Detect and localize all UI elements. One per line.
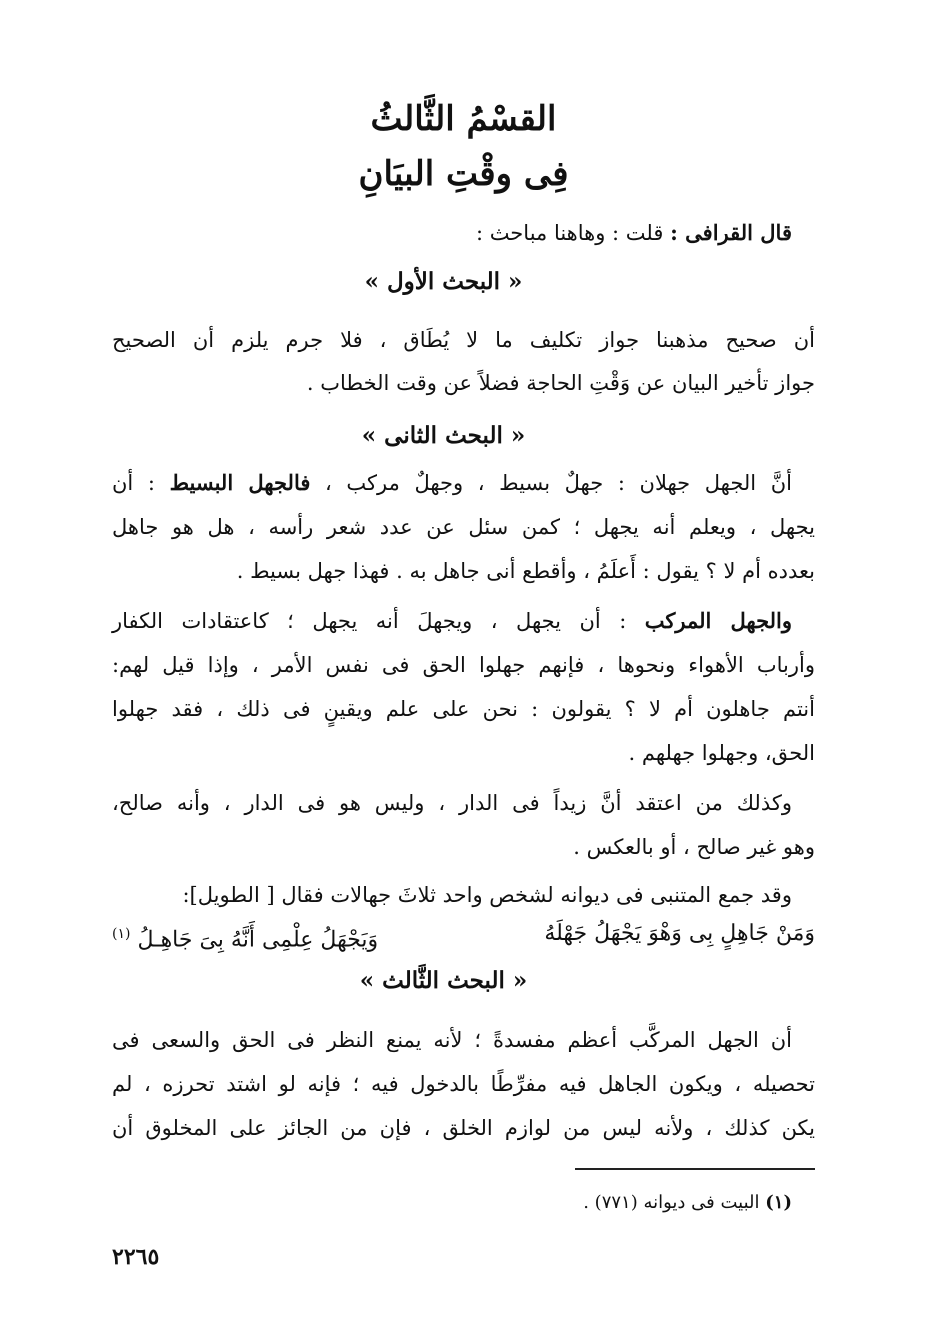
section1-line-1: أن صحيح مذهبنا جواز تكليف ما لا يُطَاق ، فلا جرم يلزم أن الصحيح — [112, 328, 815, 352]
section2-para3-line-1: وكذلك من اعتقد أنَّ زيداً فى الدار ، وليس هو فى الدار ، وأنه صالح، — [112, 791, 792, 815]
part-subtitle: فِى وقْتِ البيَانِ — [358, 154, 569, 194]
section2-para2-line-3: أنتم جاهلون أم لا ؟ يقولون : نحن على علم ويقينٍ فى ذلك ، فقد جهلوا — [112, 697, 815, 721]
simple-ignorance-term: فالجهل البسيط — [169, 470, 311, 495]
section2-line-1-a: أنَّ الجهل جهلان : جهلٌ بسيط ، وجهلٌ مركب ، — [325, 471, 792, 495]
section2-line-1-b: : أن — [112, 471, 155, 495]
page-number: ٢٢٦٥ — [112, 1244, 160, 1270]
intro-text: قلت : وهاهنا مباحث : — [475, 221, 664, 245]
compound-ignorance-line — [112, 606, 792, 636]
section2-para3-line-2: وهو غير صالح ، أو بالعكس . — [573, 835, 815, 859]
verse-second-text: وَيَجْهَلُ عِلْمِى أَنَّهُ بِىَ جَاهِـلُ — [137, 927, 379, 953]
section3-line-1: أن الجهل المركَّب أعظم مفسدةً ؛ لأنه يمنع النظر فى الحق والسعى فى — [112, 1028, 792, 1052]
section2-line-1 — [112, 468, 792, 498]
verse-second-hemistich — [112, 918, 378, 956]
intro-line — [112, 218, 792, 248]
compound-ignorance-term: والجهل المركب — [644, 608, 792, 633]
section3-line-3: يكن كذلك ، ولأنه ليس من لوازم الخلق ، فإن من الجائز على المخلوق أن — [112, 1116, 815, 1140]
intro-speaker: قال القرافى : — [670, 220, 792, 245]
section2-para2-line-4: الحق، وجهلوا جهلهم . — [628, 741, 815, 765]
footnote-marker: (١) — [765, 1192, 792, 1213]
verse-first-hemistich: وَمَنْ جَاهِلٍ بِى وَهْوَ يَجْهَلُ جَهْلَهُ — [544, 921, 815, 946]
footnote — [583, 1190, 792, 1216]
section2-para2-line-2: وأرباب الأهواء ونحوها ، فإنهم جهلوا الحق فى نفس الأمر ، وإذا قيل لهم: — [112, 653, 815, 677]
section3-line-2: تحصيله ، ويكون الجاهل فيه مفرِّطًا بالدخول فيه ؛ فإنه لو اشتد تحرزه ، لم — [112, 1072, 815, 1096]
section2-heading: « البحث الثانى » — [361, 422, 526, 449]
footnote-text: البيت فى ديوانه (٧٧١) . — [583, 1192, 760, 1213]
footnote-separator — [575, 1168, 815, 1170]
part-title: القسْمُ الثَّالثُ — [370, 99, 557, 139]
section1-line-2: جواز تأخير البيان عن وَقْتِ الحاجة فضلاً عن وقت الخطاب . — [306, 371, 815, 395]
section1-heading: « البحث الأول » — [364, 268, 523, 295]
verse-footnote-ref: (١) — [112, 926, 131, 942]
compound-ignorance-text: : أن يجهل ، ويجهلَ أنه يجهل ؛ كاعتقادات الكفار — [112, 609, 627, 633]
section2-line-3: بعدده أم لا ؟ يقول : أَعلَمُ ، وأقطع أنى جاهل به . فهذا جهل بسيط . — [236, 559, 815, 583]
section2-line-2: يجهل ، ويعلم أنه يجهل ؛ كمن سئل عن عدد شعر رأسه ، هل هو جاهل — [112, 515, 815, 539]
section3-heading: « البحث الثَّالث » — [359, 967, 528, 994]
section2-para4-line: وقد جمع المتنبى فى ديوانه لشخص واحد ثلاثَ جهالات فقال [ الطويل]: — [182, 883, 792, 907]
poetry-verse — [112, 918, 815, 952]
